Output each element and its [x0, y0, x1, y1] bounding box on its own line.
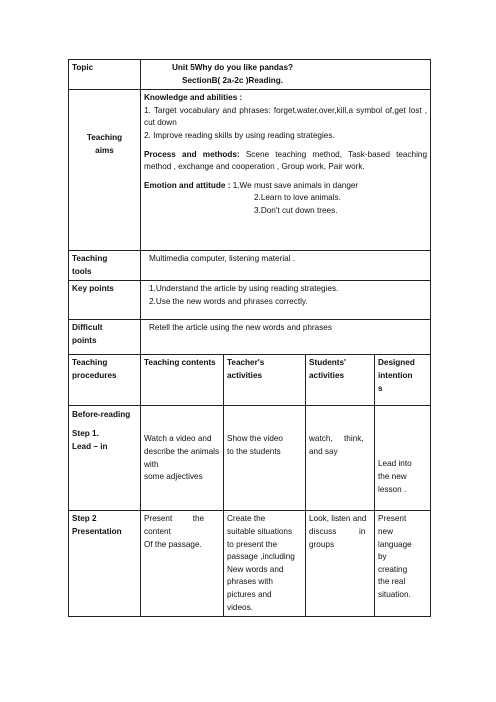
step2-label: Step 2 [72, 514, 97, 524]
step1-label-cell [69, 406, 141, 511]
teachers-activities-header-2: activities [227, 370, 263, 380]
step1-teacher-2: to the students [227, 446, 281, 456]
step2-intention-1: Present [378, 514, 407, 524]
step2-students-3: groups [309, 539, 335, 549]
step2-teacher-7: pictures and [227, 589, 272, 599]
topic-row [69, 60, 431, 90]
teachers-activities-header-1: Teacher's [227, 358, 265, 368]
teaching-tools-label-1: Teaching [72, 254, 108, 264]
topic-label-cell [69, 60, 141, 90]
procedures-label-2: procedures [72, 370, 117, 380]
step1-intention-1: Lead into [378, 459, 412, 469]
teaching-tools-label-cell [69, 251, 141, 281]
step1-name: Lead – in [72, 441, 108, 451]
teaching-aims-row [69, 90, 431, 251]
step2-teacher-6: phrases with [227, 577, 273, 587]
step2-students-cell [306, 511, 375, 617]
difficult-points-cell [141, 320, 431, 355]
step2-intention-3: language [378, 539, 412, 549]
teaching-aims-content-cell [141, 90, 431, 251]
step1-intention-cell [375, 406, 431, 511]
step1-contents-cell [141, 406, 224, 511]
difficult-points-label-cell [69, 320, 141, 355]
lesson-plan-table [68, 59, 431, 617]
difficult-points-row [69, 320, 431, 355]
difficult-points-label-1: Difficult [72, 323, 103, 333]
step2-row [69, 511, 431, 617]
step1-students-2: and say [309, 446, 338, 456]
step1-teacher-cell [224, 406, 306, 511]
teaching-aims-label-1: Teaching [86, 133, 123, 143]
step2-name: Presentation [72, 526, 122, 536]
step1-intention-3: lesson . [378, 484, 407, 494]
step2-contents-cell [141, 511, 224, 617]
step2-label-cell [69, 511, 141, 617]
step1-content-1: Watch a video and [144, 434, 212, 444]
teaching-tools-row [69, 251, 431, 281]
topic-label: Topic [72, 63, 94, 72]
designed-intentions-header-3: s [378, 383, 383, 393]
step1-row [69, 406, 431, 511]
key-points-row [69, 281, 431, 320]
teaching-tools-cell [141, 251, 431, 281]
step1-label: Step 1. [72, 428, 99, 438]
step2-teacher-cell [224, 511, 306, 617]
step1-students-cell [306, 406, 375, 511]
step1-teacher-1: Show the video [227, 434, 283, 444]
knowledge-title: Knowledge and abilities : [144, 93, 243, 103]
step2-intention-6: the real [378, 577, 406, 587]
key-point-1: 1.Understand the article by using reading strategies. [149, 284, 339, 294]
topic-title: Unit 5Why do you like pandas? [172, 63, 294, 72]
step2-students-2: discuss in [309, 526, 366, 536]
step2-teacher-1: Create the [227, 514, 266, 524]
procedures-header-col4 [306, 355, 375, 406]
procedures-label-1: Teaching [72, 358, 108, 368]
before-reading-label: Before-reading [72, 410, 131, 420]
students-activities-header-2: activities [309, 370, 345, 380]
step2-teacher-5: New words and [227, 564, 284, 574]
knowledge-item-2: 2. Improve reading skills by using reading strategies. [144, 130, 335, 140]
step2-teacher-8: videos. [227, 602, 253, 612]
process-text: Scene teaching method, Task-based teaching method , exchange and cooperation , Group work, Pair work. [144, 149, 428, 172]
procedures-header-col2 [141, 355, 224, 406]
emotion-item-2: 2.Learn to love animals. [254, 193, 341, 203]
procedures-header-col5 [375, 355, 431, 406]
teaching-contents-header: Teaching contents [144, 358, 216, 368]
step1-students-1: watch, think, [309, 434, 364, 444]
designed-intentions-header-1: Designed [378, 358, 415, 368]
emotion-title: Emotion and attitude : [144, 180, 231, 190]
step2-teacher-4: passage ,including [227, 552, 295, 562]
teaching-tools-label-2: tools [72, 266, 92, 276]
teaching-aims-label-2: aims [95, 145, 114, 155]
step2-intention-cell [375, 511, 431, 617]
step2-intention-7: situation. [378, 589, 411, 599]
step1-content-4: some adjectives [144, 472, 203, 482]
difficult-points-text: Retell the article using the new words and phrases [149, 323, 332, 333]
step1-content-3: with [144, 459, 159, 469]
step2-content-2: content [144, 526, 171, 536]
procedures-header-row [69, 355, 431, 406]
procedures-header-col1 [69, 355, 141, 406]
step2-intention-5: creating [378, 564, 408, 574]
emotion-item-1: 1.We must save animals in danger [232, 180, 359, 190]
step2-teacher-2: suitable situations [227, 526, 293, 536]
process-title: Process and methods: [144, 149, 240, 159]
step1-content-2: describe the animals [144, 446, 220, 456]
step2-intention-4: by [378, 552, 387, 562]
step2-teacher-3: to present the [227, 539, 278, 549]
key-points-label: Key points [72, 284, 114, 294]
key-point-2: 2.Use the new words and phrases correctly. [149, 296, 308, 306]
step2-students-1: Look, listen and [309, 514, 367, 524]
step2-content-1: Present the [144, 514, 205, 524]
step1-intention-2: the new [378, 471, 407, 481]
emotion-item-3: 3.Don't cut down trees. [254, 205, 338, 215]
key-points-cell [141, 281, 431, 320]
difficult-points-label-2: points [72, 335, 97, 345]
step2-intention-2: new [378, 526, 394, 536]
students-activities-header-1: Students' [309, 358, 346, 368]
teaching-tools-text: Multimedia computer, listening material . [149, 254, 296, 264]
procedures-header-col3 [224, 355, 306, 406]
key-points-label-cell [69, 281, 141, 320]
topic-section: SectionB( 2a-2c )Reading. [182, 75, 284, 85]
teaching-aims-label-cell [69, 90, 141, 251]
knowledge-item-1: 1. Target vocabulary and phrases: forget,water,over,kill,a symbol of,get lost , cut down [144, 105, 428, 128]
topic-value-cell [141, 60, 431, 90]
designed-intentions-header-2: intention [378, 370, 413, 380]
step2-content-3: Of the passage. [144, 539, 202, 549]
